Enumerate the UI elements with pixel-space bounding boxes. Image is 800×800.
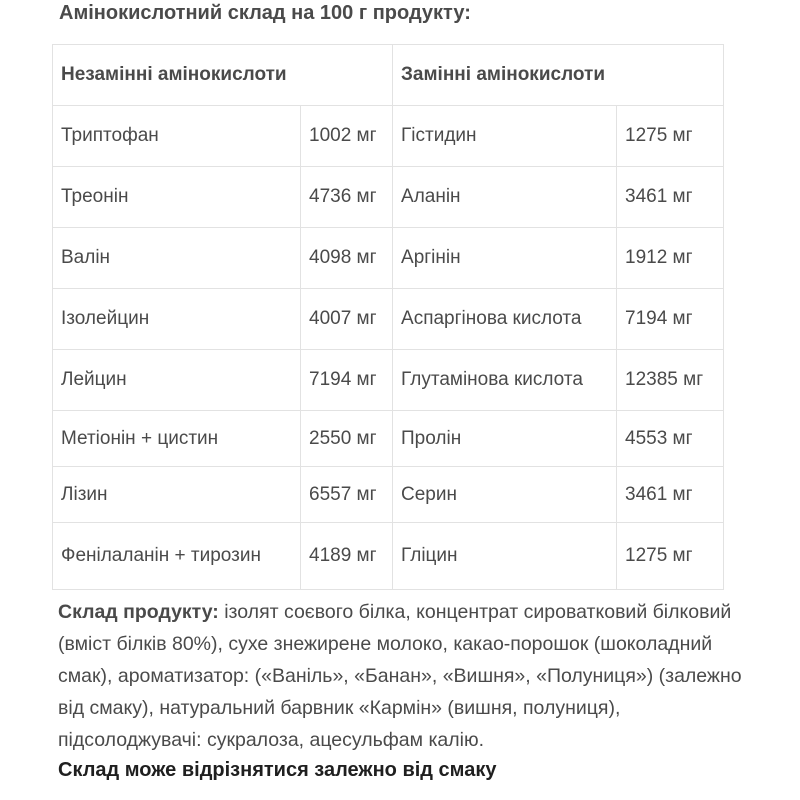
essential-value-cell: 6557 мг	[301, 467, 393, 523]
table-header-row	[53, 45, 724, 106]
nonessential-name-cell: Пролін	[393, 411, 617, 467]
table-row	[53, 289, 724, 350]
essential-value-cell: 1002 мг	[301, 106, 393, 167]
essential-name-cell: Треонін	[53, 167, 301, 228]
nonessential-name-cell: Глутамінова кислота	[393, 350, 617, 411]
table-row	[53, 350, 724, 411]
essential-header: Незамінні амінокислоти	[53, 45, 393, 106]
essential-name-cell: Триптофан	[53, 106, 301, 167]
nonessential-header: Замінні амінокислоти	[393, 45, 724, 106]
table-row	[53, 228, 724, 289]
essential-value-cell: 4098 мг	[301, 228, 393, 289]
essential-name-cell: Лізин	[53, 467, 301, 523]
essential-name-cell: Лейцин	[53, 350, 301, 411]
essential-name-cell: Фенілаланін + тирозин	[53, 523, 301, 590]
flavor-note: Склад може відрізнятися залежно від смаку	[58, 759, 497, 781]
composition-label: Склад продукту:	[58, 601, 219, 623]
nonessential-value-cell: 3461 мг	[617, 467, 724, 523]
essential-value-cell: 4189 мг	[301, 523, 393, 590]
page-heading: Амінокислотний склад на 100 г продукту:	[59, 2, 471, 24]
nonessential-name-cell: Аспаргінова кислота	[393, 289, 617, 350]
amino-acid-table	[52, 44, 724, 590]
table-row	[53, 167, 724, 228]
table-row	[53, 411, 724, 467]
table-row	[53, 467, 724, 523]
nonessential-value-cell: 7194 мг	[617, 289, 724, 350]
essential-value-cell: 7194 мг	[301, 350, 393, 411]
nonessential-value-cell: 4553 мг	[617, 411, 724, 467]
essential-value-cell: 2550 мг	[301, 411, 393, 467]
essential-name-cell: Валін	[53, 228, 301, 289]
nonessential-name-cell: Серин	[393, 467, 617, 523]
essential-name-cell: Ізолейцин	[53, 289, 301, 350]
nonessential-name-cell: Гліцин	[393, 523, 617, 590]
nonessential-value-cell: 1912 мг	[617, 228, 724, 289]
table-row	[53, 523, 724, 590]
essential-value-cell: 4007 мг	[301, 289, 393, 350]
essential-value-cell: 4736 мг	[301, 167, 393, 228]
product-composition	[58, 596, 758, 756]
nonessential-name-cell: Гістидин	[393, 106, 617, 167]
nonessential-value-cell: 3461 мг	[617, 167, 724, 228]
nonessential-value-cell: 12385 мг	[617, 350, 724, 411]
composition-text: ізолят соєвого білка, концентрат сироватковий білковий (вміст білків 80%), сухе знежирене молоко, какао-порошок (шоколадний смак), ароматизатор: («Ваніль», «Банан», «Вишня», «Полуниця») (залежно від смаку), натуральний барвник «Кармін» (вишня, полуниця), підсолоджувачі: сукралоза, ацесульфам калію.	[58, 601, 742, 751]
essential-name-cell: Метіонін + цистин	[53, 411, 301, 467]
nonessential-name-cell: Аланін	[393, 167, 617, 228]
nonessential-value-cell: 1275 мг	[617, 523, 724, 590]
nonessential-name-cell: Аргінін	[393, 228, 617, 289]
table-row	[53, 106, 724, 167]
nonessential-value-cell: 1275 мг	[617, 106, 724, 167]
